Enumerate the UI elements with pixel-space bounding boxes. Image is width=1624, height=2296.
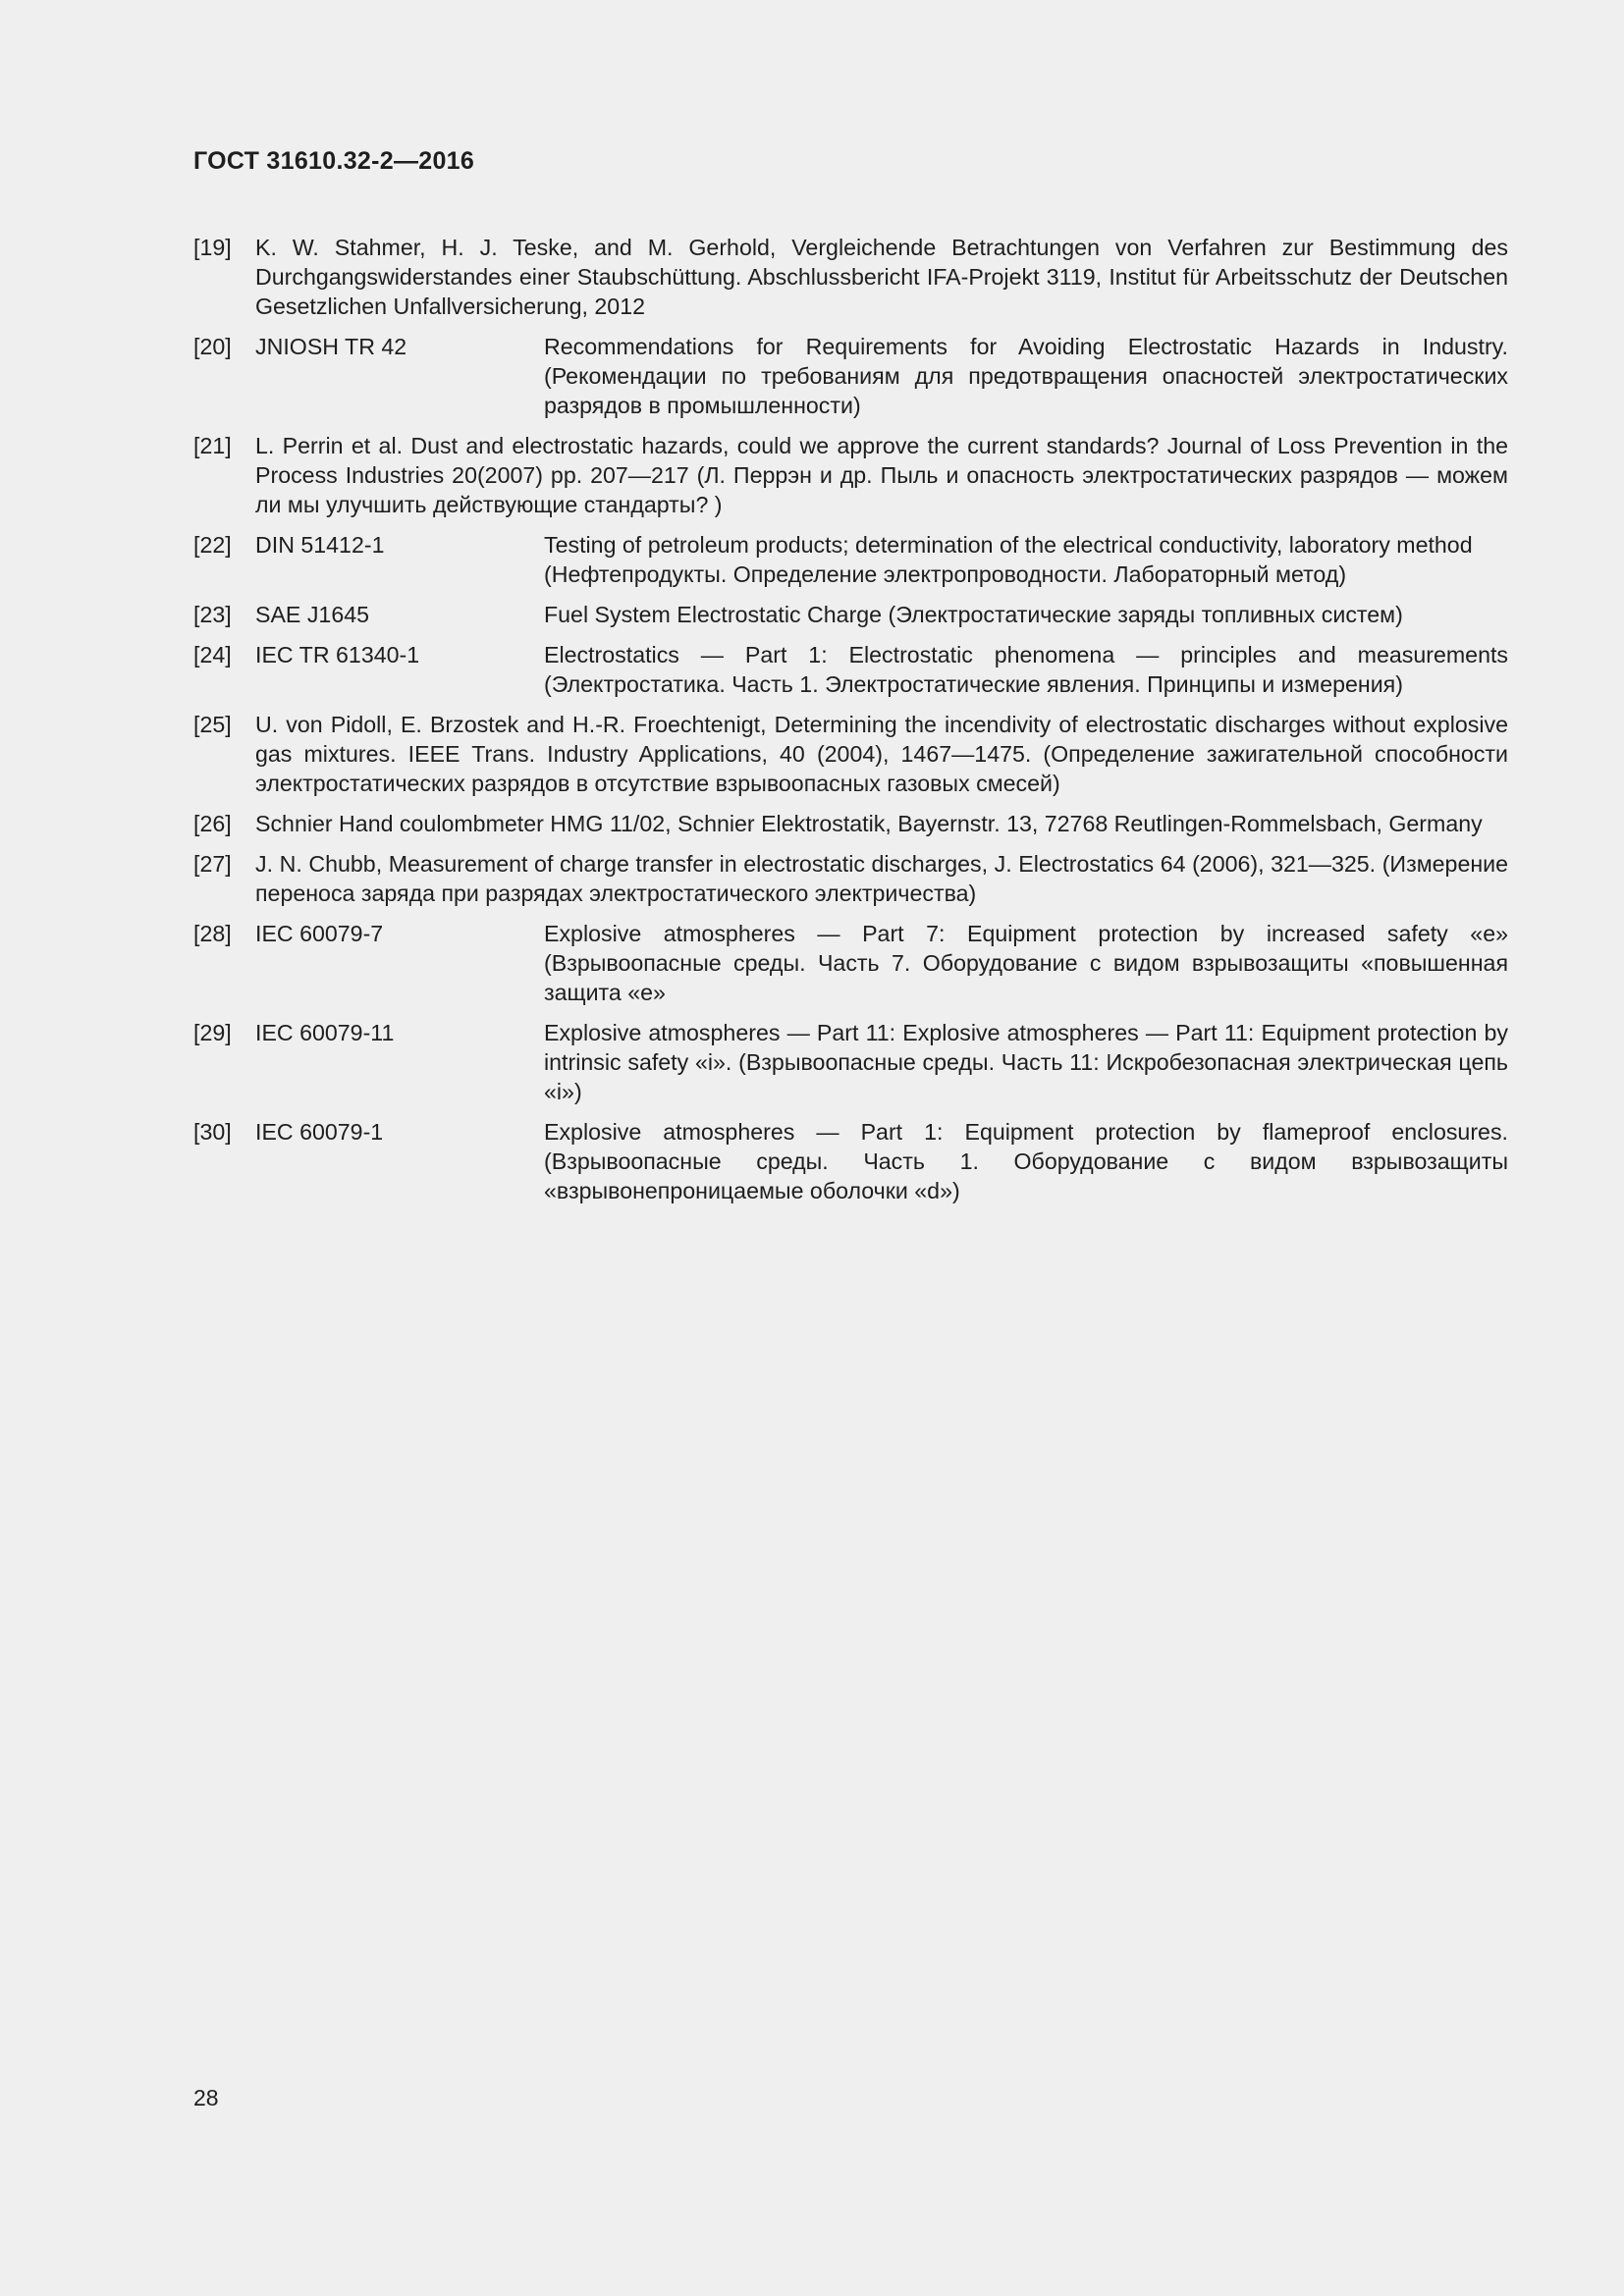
reference-code: SAE J1645 — [255, 602, 370, 627]
reference-text: Recommendations for Requirements for Avoiding Electrostatic Hazards in Industry. (Рекомендации по требованиям для предотвращения опасностей электростатических разрядов в промышленности) — [544, 334, 1508, 418]
reference-code: IEC 60079-7 — [255, 921, 384, 946]
reference-number: [29] — [193, 1020, 232, 1045]
reference-text: Testing of petroleum products; determination of the electrical conductivity, laboratory method — [544, 532, 1473, 558]
reference-text-translation: (Нефтепродукты. Определение электропроводности. Лабораторный метод) — [544, 561, 1347, 587]
reference-item — [193, 640, 1508, 699]
reference-text: Electrostatics — Part 1: Electrostatic phenomena — principles and measurements (Электростатика. Часть 1. Электростатические явления. Принципы и измерения) — [544, 642, 1508, 697]
reference-item — [193, 332, 1508, 420]
reference-number: [28] — [193, 921, 232, 946]
reference-text: L. Perrin et al. Dust and electrostatic hazards, could we approve the current standards? Journal of Loss Prevention in the Process Industries 20(2007) pp. 207—217 (Л. Перрэн и др. Пыль и опасность электростатических разрядов — можем ли мы улучшить действующие стандарты? ) — [255, 433, 1508, 517]
reference-item — [193, 1018, 1508, 1106]
reference-text: Schnier Hand coulombmeter HMG 11/02, Schnier Elektrostatik, Bayernstr. 13, 72768 Reutlingen-Rommelsbach, Germany — [255, 811, 1483, 836]
reference-number: [21] — [193, 433, 232, 458]
reference-item — [193, 849, 1508, 908]
reference-text: Explosive atmospheres — Part 11: Explosive atmospheres — Part 11: Equipment protection by intrinsic safety «i». (Взрывоопасные среды. Часть 11: Искробезопасная электрическая цепь «i») — [544, 1020, 1508, 1104]
reference-number: [20] — [193, 334, 232, 359]
reference-item — [193, 233, 1508, 321]
reference-code: IEC 60079-1 — [255, 1119, 384, 1145]
reference-number: [27] — [193, 851, 232, 877]
page-number: 28 — [193, 2085, 219, 2110]
reference-item — [193, 431, 1508, 519]
reference-code: JNIOSH TR 42 — [255, 334, 407, 359]
reference-text: K. W. Stahmer, H. J. Teske, and M. Gerhold, Vergleichende Betrachtungen von Verfahren zur Bestimmung des Durchgangswiderstandes einer Staubschüttung. Abschlussbericht IFA-Projekt 3119, Institut für Arbeitsschutz der Deutschen Gesetzlichen Unfallversicherung, 2012 — [255, 235, 1508, 319]
reference-number: [25] — [193, 712, 232, 737]
reference-item — [193, 530, 1508, 589]
reference-number: [26] — [193, 811, 232, 836]
reference-text: Explosive atmospheres — Part 7: Equipment protection by increased safety «e» (Взрывоопасные среды. Часть 7. Оборудование с видом взрывозащиты «повышенная защита «e» — [544, 921, 1508, 1005]
reference-item — [193, 710, 1508, 798]
reference-item — [193, 1117, 1508, 1205]
reference-text: Fuel System Electrostatic Charge (Электростатические заряды топливных систем) — [544, 602, 1403, 627]
reference-text: J. N. Chubb, Measurement of charge transfer in electrostatic discharges, J. Electrostatics 64 (2006), 321—325. (Измерение переноса заряда при разрядах электростатического электричества) — [255, 851, 1508, 906]
reference-text: Explosive atmospheres — Part 1: Equipment protection by flameproof enclosures. (Взрывоопасные среды. Часть 1. Оборудование с видом взрывозащиты «взрывонепроницаемые оболочки «d») — [544, 1119, 1508, 1203]
reference-number: [19] — [193, 235, 232, 260]
bibliography-list — [193, 233, 1508, 1216]
reference-code: IEC 60079-11 — [255, 1020, 395, 1045]
reference-text: U. von Pidoll, E. Brzostek and H.-R. Froechtenigt, Determining the incendivity of electrostatic discharges without explosive gas mixtures. IEEE Trans. Industry Applications, 40 (2004), 1467—1475. (Определение зажигательной способности электростатических разрядов в отсутствие взрывоопасных газовых смесей) — [255, 712, 1508, 796]
reference-item — [193, 809, 1508, 838]
reference-number: [23] — [193, 602, 232, 627]
reference-number: [30] — [193, 1119, 232, 1145]
reference-item — [193, 919, 1508, 1007]
document-header: ГОСТ 31610.32-2—2016 — [193, 147, 475, 175]
reference-number: [22] — [193, 532, 232, 558]
reference-code: DIN 51412-1 — [255, 532, 385, 558]
reference-number: [24] — [193, 642, 232, 667]
reference-item — [193, 600, 1508, 629]
reference-code: IEC TR 61340-1 — [255, 642, 420, 667]
